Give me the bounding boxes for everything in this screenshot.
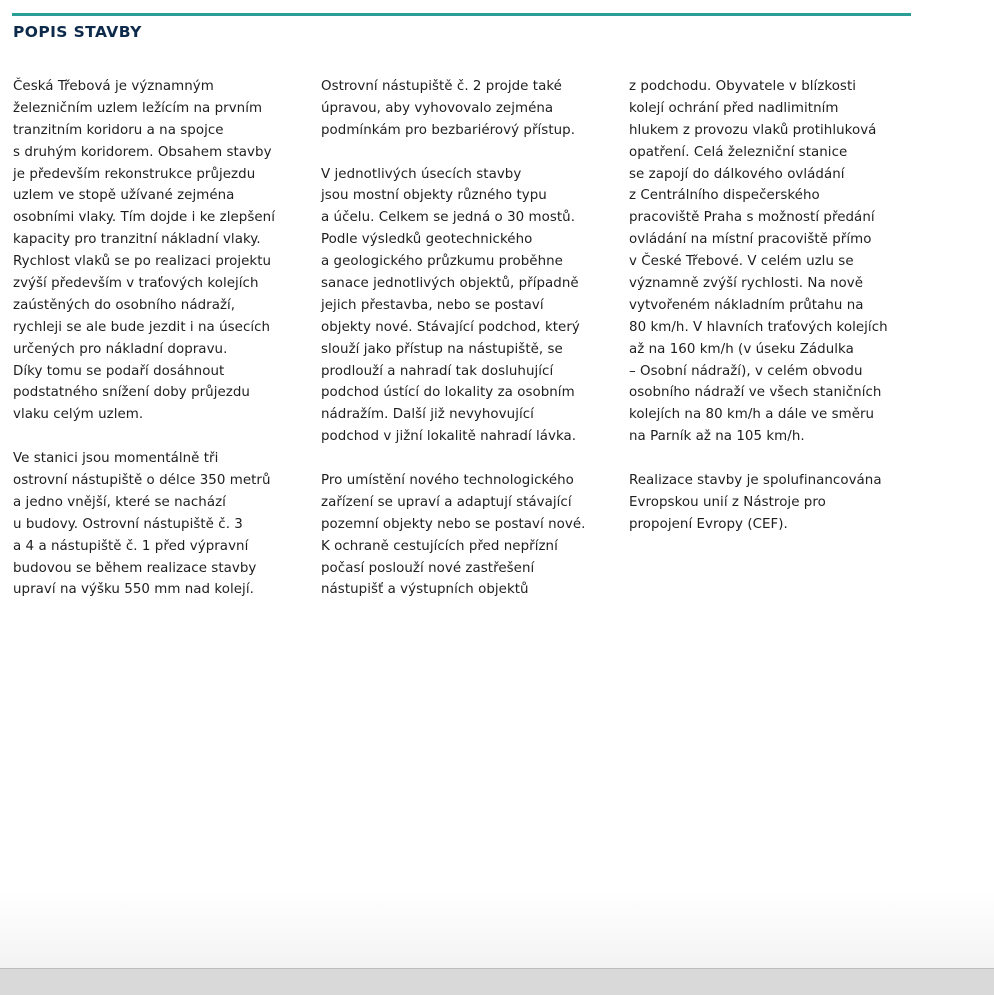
text-line: hlukem z provozu vlaků protihluková: [629, 122, 877, 138]
paragraph: [321, 76, 617, 142]
text-line: osobního nádraží ve všech staničních: [629, 385, 882, 401]
paragraph: [13, 76, 309, 426]
text-line: 80 km/h. V hlavních traťových kolejích: [629, 319, 888, 335]
text-line: propojení Evropy (CEF).: [629, 516, 788, 532]
text-line: sanace jednotlivých objektů, případně: [321, 276, 579, 292]
text-line: Evropskou unií z Nástroje pro: [629, 494, 826, 510]
text-line: upraví na výšku 550 mm nad kolejí.: [13, 582, 254, 598]
text-line: a jedno vnější, které se nachází: [13, 494, 226, 510]
text-line: budovou se během realizace stavby: [13, 560, 257, 576]
paragraph-gap: [321, 142, 617, 164]
text-line: Ve stanici jsou momentálně tři: [13, 451, 219, 467]
text-columns: [13, 76, 913, 616]
text-line: z podchodu. Obyvatele v blízkosti: [629, 79, 857, 94]
text-line: jejich přestavba, nebo se postaví: [321, 297, 544, 313]
text-line: na Parník až na 105 km/h.: [629, 429, 805, 445]
paragraph: [321, 164, 617, 449]
text-line: až na 160 km/h (v úseku Zádulka: [629, 341, 854, 357]
text-line: ovládání na místní pracoviště přímo: [629, 232, 872, 248]
text-line: v České Třebové. V celém uzlu se: [629, 254, 854, 270]
viewer-bottom-bar: [0, 968, 994, 995]
text-line: ostrovní nástupiště o délce 350 metrů: [13, 473, 271, 489]
text-line: Ostrovní nástupiště č. 2 projde také: [321, 79, 562, 94]
paragraph-gap: [629, 448, 925, 470]
text-line: vlaku celým uzlem.: [13, 407, 144, 423]
paragraph: [321, 470, 617, 601]
text-line: významně zvýší rychlosti. Na nově: [629, 276, 864, 292]
text-line: Díky tomu se podaří dosáhnout: [13, 363, 225, 379]
text-line: zařízení se upraví a adaptují stávající: [321, 494, 572, 510]
text-line: Pro umístění nového technologického: [321, 473, 574, 489]
text-line: podstatného snížení doby průjezdu: [13, 385, 250, 401]
text-line: zaústěných do osobního nádraží,: [13, 297, 236, 313]
text-line: se zapojí do dálkového ovládání: [629, 166, 845, 182]
text-line: Podle výsledků geotechnického: [321, 232, 533, 248]
text-column-1: [13, 76, 309, 601]
text-line: slouží jako přístup na nástupiště, se: [321, 341, 563, 357]
text-line: železničním uzlem ležícím na prvním: [13, 100, 263, 116]
text-line: zvýší především v traťových kolejích: [13, 276, 259, 292]
text-line: uzlem ve stopě užívané zejména: [13, 188, 235, 204]
text-line: kolejí ochrání před nadlimitním: [629, 100, 839, 116]
text-line: Česká Třebová je významným: [13, 79, 214, 94]
text-line: pracoviště Praha s možností předání: [629, 210, 875, 226]
text-line: podchod ústící do lokality za osobním: [321, 385, 575, 401]
text-line: K ochraně cestujících před nepřízní: [321, 538, 558, 554]
text-line: rychleji se ale bude jezdit i na úsecích: [13, 319, 271, 335]
text-line: a 4 a nástupiště č. 1 před výpravní: [13, 538, 249, 554]
text-line: s druhým koridorem. Obsahem stavby: [13, 144, 272, 160]
text-line: podmínkám pro bezbariérový přístup.: [321, 122, 576, 138]
text-line: u budovy. Ostrovní nástupiště č. 3: [13, 516, 243, 532]
paragraph: [629, 76, 925, 448]
text-line: počasí poslouží nové zastřešení: [321, 560, 535, 576]
text-line: určených pro nákladní dopravu.: [13, 341, 228, 357]
text-line: úpravou, aby vyhovovalo zejména: [321, 100, 554, 116]
text-line: – Osobní nádraží), v celém obvodu: [629, 363, 863, 379]
text-line: objekty nové. Stávající podchod, který: [321, 319, 580, 335]
paragraph-gap: [321, 448, 617, 470]
text-line: a geologického průzkumu proběhne: [321, 254, 563, 270]
section-heading: POPIS STAVBY: [13, 23, 142, 41]
text-line: jsou mostní objekty různého typu: [321, 188, 547, 204]
paragraph: [629, 470, 925, 536]
text-line: tranzitním koridoru a na spojce: [13, 122, 224, 138]
text-line: podchod v jižní lokalitě nahradí lávka.: [321, 429, 577, 445]
text-line: V jednotlivých úsecích stavby: [321, 166, 522, 182]
text-line: osobními vlaky. Tím dojde i ke zlepšení: [13, 210, 275, 226]
text-column-3: [629, 76, 925, 536]
text-line: Realizace stavby je spolufinancována: [629, 473, 882, 489]
text-line: kolejích na 80 km/h a dále ve směru: [629, 407, 875, 423]
text-line: opatření. Celá železniční stanice: [629, 144, 848, 160]
top-accent-rule: [12, 13, 911, 16]
text-line: kapacity pro tranzitní nákladní vlaky.: [13, 232, 261, 248]
text-line: Rychlost vlaků se po realizaci projektu: [13, 254, 272, 270]
paragraph: [13, 448, 309, 601]
paragraph-gap: [13, 426, 309, 448]
text-line: a účelu. Celkem se jedná o 30 mostů.: [321, 210, 576, 226]
text-line: prodlouží a nahradí tak dosluhující: [321, 363, 554, 379]
text-line: nástupišť a výstupních objektů: [321, 582, 529, 598]
text-line: je především rekonstrukce průjezdu: [13, 166, 256, 182]
text-line: z Centrálního dispečerského: [629, 188, 820, 204]
text-column-2: [321, 76, 617, 601]
text-line: nádražím. Další již nevyhovující: [321, 407, 534, 423]
text-line: vytvořeném nákladním průtahu na: [629, 297, 864, 313]
text-line: pozemní objekty nebo se postaví nové.: [321, 516, 586, 532]
